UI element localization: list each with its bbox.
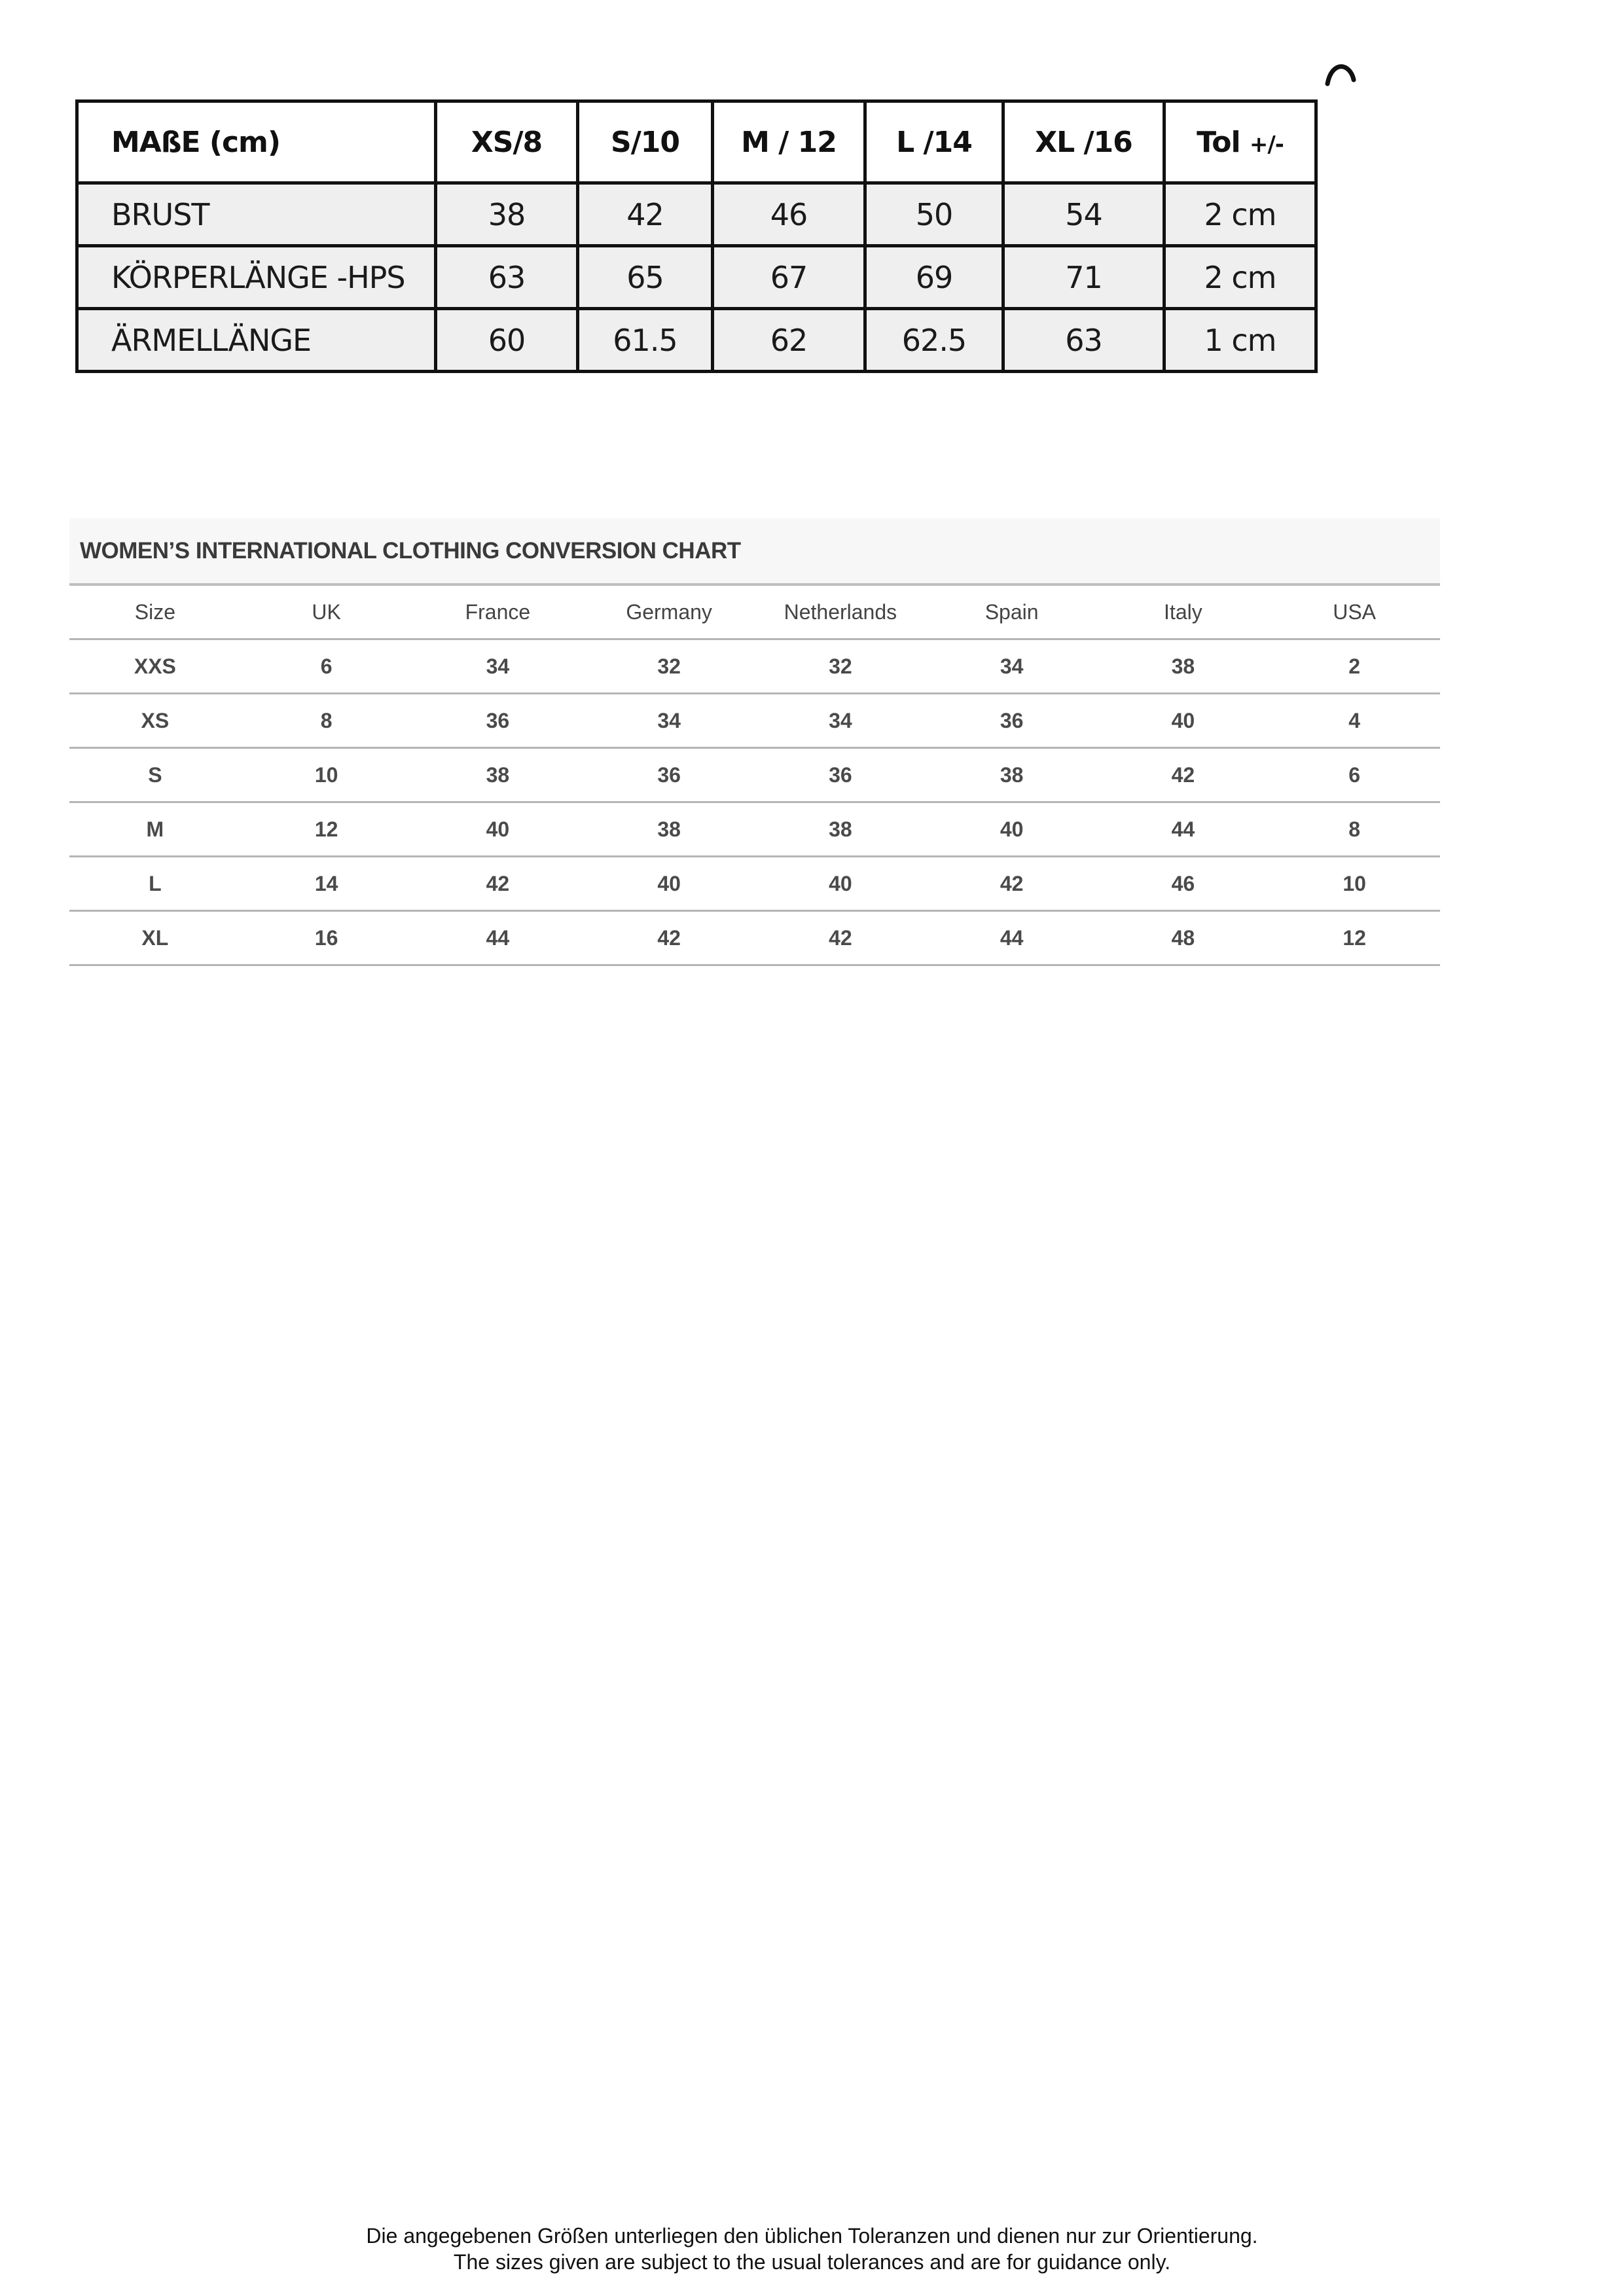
conversion-cell: 42 (1098, 748, 1269, 802)
tolerance-label: Tol (1197, 125, 1250, 159)
conversion-row (69, 857, 1440, 911)
measurement-value: 50 (865, 183, 1003, 246)
measurements-header-size: XS/8 (436, 101, 578, 183)
conversion-cell: 4 (1269, 694, 1440, 748)
measurements-table (75, 99, 1318, 373)
conversion-header-cell: Italy (1098, 586, 1269, 639)
measurements-header-size: S/10 (578, 101, 713, 183)
measurement-label: ÄRMELLÄNGE (77, 309, 436, 372)
conversion-row (69, 802, 1440, 857)
conversion-cell: 42 (755, 911, 926, 965)
conversion-cell: 10 (1269, 857, 1440, 911)
conversion-cell: 40 (1098, 694, 1269, 748)
conversion-header-cell: UK (241, 586, 412, 639)
conversion-cell: 8 (1269, 802, 1440, 857)
conversion-cell: 38 (583, 802, 755, 857)
conversion-chart (69, 518, 1440, 966)
measurement-value: 60 (436, 309, 578, 372)
conversion-header-cell: Germany (583, 586, 755, 639)
measurement-value: 62 (713, 309, 865, 372)
conversion-cell: 40 (926, 802, 1098, 857)
measurement-label: BRUST (77, 183, 436, 246)
footer-line-german: Die angegebenen Größen unterliegen den üblichen Toleranzen und dienen nur zur Orientierung. (366, 2224, 1258, 2248)
conversion-cell: 12 (241, 802, 412, 857)
measurement-value: 63 (436, 246, 578, 309)
measurement-label: KÖRPERLÄNGE -HPS (77, 246, 436, 309)
measurement-value: 61.5 (578, 309, 713, 372)
conversion-cell: 34 (926, 639, 1098, 694)
conversion-cell: 10 (241, 748, 412, 802)
conversion-header-cell: Netherlands (755, 586, 926, 639)
measurements-row (77, 246, 1316, 309)
conversion-cell: 46 (1098, 857, 1269, 911)
conversion-cell: 44 (412, 911, 584, 965)
conversion-row (69, 639, 1440, 694)
conversion-header-row (69, 586, 1440, 639)
conversion-cell: XS (69, 694, 241, 748)
conversion-cell: 40 (412, 802, 584, 857)
measurements-header-size: M / 12 (713, 101, 865, 183)
caret-up-icon (1324, 58, 1358, 92)
conversion-cell: 2 (1269, 639, 1440, 694)
conversion-cell: S (69, 748, 241, 802)
conversion-cell: 48 (1098, 911, 1269, 965)
conversion-header-cell: France (412, 586, 584, 639)
conversion-cell: 34 (755, 694, 926, 748)
conversion-cell: M (69, 802, 241, 857)
conversion-cell: 40 (755, 857, 926, 911)
conversion-cell: XXS (69, 639, 241, 694)
measurement-value: 67 (713, 246, 865, 309)
conversion-cell: 36 (755, 748, 926, 802)
measurement-value: 46 (713, 183, 865, 246)
conversion-cell: 34 (583, 694, 755, 748)
conversion-row (69, 911, 1440, 965)
measurement-value: 42 (578, 183, 713, 246)
conversion-cell: 38 (755, 802, 926, 857)
conversion-cell: 36 (926, 694, 1098, 748)
measurements-header-row (77, 101, 1316, 183)
measurement-tolerance: 2 cm (1164, 246, 1316, 309)
conversion-cell: 34 (412, 639, 584, 694)
measurements-header-label: MAßE (cm) (77, 101, 436, 183)
conversion-cell: 16 (241, 911, 412, 965)
measurement-value: 54 (1003, 183, 1164, 246)
conversion-header-cell: Spain (926, 586, 1098, 639)
conversion-table (69, 586, 1440, 966)
measurement-value: 62.5 (865, 309, 1003, 372)
measurements-header-size: L /14 (865, 101, 1003, 183)
measurement-value: 69 (865, 246, 1003, 309)
conversion-cell: 40 (583, 857, 755, 911)
conversion-cell: 42 (583, 911, 755, 965)
conversion-cell: 38 (1098, 639, 1269, 694)
conversion-cell: 44 (1098, 802, 1269, 857)
conversion-cell: 32 (583, 639, 755, 694)
measurements-row (77, 309, 1316, 372)
measurement-tolerance: 1 cm (1164, 309, 1316, 372)
conversion-cell: XL (69, 911, 241, 965)
conversion-cell: 6 (1269, 748, 1440, 802)
conversion-cell: 36 (583, 748, 755, 802)
conversion-cell: 32 (755, 639, 926, 694)
conversion-cell: 8 (241, 694, 412, 748)
conversion-cell: 36 (412, 694, 584, 748)
conversion-cell: 44 (926, 911, 1098, 965)
conversion-row (69, 748, 1440, 802)
measurements-header-size: XL /16 (1003, 101, 1164, 183)
measurements-header-tolerance (1164, 101, 1316, 183)
conversion-chart-title: WOMEN’S INTERNATIONAL CLOTHING CONVERSION CHART (69, 518, 1440, 586)
conversion-cell: 38 (926, 748, 1098, 802)
conversion-cell: 12 (1269, 911, 1440, 965)
measurement-value: 71 (1003, 246, 1164, 309)
conversion-header-cell: USA (1269, 586, 1440, 639)
measurement-value: 63 (1003, 309, 1164, 372)
measurements-row (77, 183, 1316, 246)
conversion-cell: 42 (412, 857, 584, 911)
measurement-tolerance: 2 cm (1164, 183, 1316, 246)
conversion-cell: 6 (241, 639, 412, 694)
conversion-cell: 42 (926, 857, 1098, 911)
measurement-value: 38 (436, 183, 578, 246)
conversion-row (69, 694, 1440, 748)
footer-line-english: The sizes given are subject to the usual tolerances and are for guidance only. (453, 2250, 1171, 2274)
conversion-cell: 38 (412, 748, 584, 802)
footer-note (0, 2223, 1624, 2275)
conversion-cell: 14 (241, 857, 412, 911)
measurement-value: 65 (578, 246, 713, 309)
tolerance-suffix: +/- (1249, 131, 1284, 158)
conversion-header-cell: Size (69, 586, 241, 639)
conversion-cell: L (69, 857, 241, 911)
